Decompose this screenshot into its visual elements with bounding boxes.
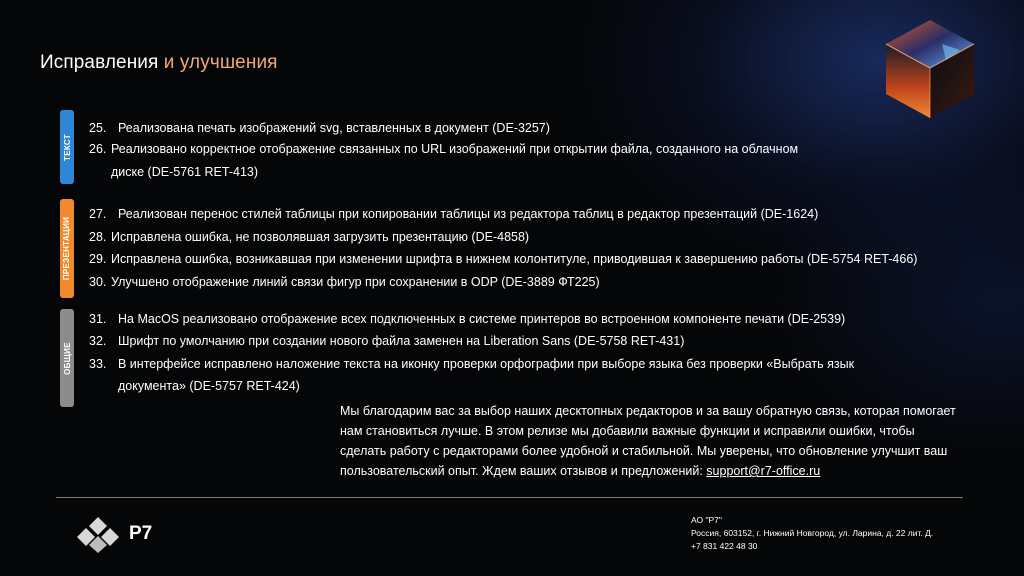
divider <box>56 497 963 498</box>
footer-address: Россия, 603152, г. Нижний Новгород, ул. Ларина, д. 22 лит. Д. <box>691 528 934 538</box>
item-number: 33. <box>89 357 107 371</box>
logo-text: Р7 <box>129 523 153 544</box>
footer-contacts <box>691 514 933 553</box>
support-email-link[interactable]: support@r7-office.ru <box>706 464 821 478</box>
list-item <box>89 330 684 352</box>
list-item <box>89 226 529 248</box>
list-item <box>89 271 600 293</box>
tab-general <box>60 309 74 407</box>
thanks-message <box>340 401 1020 481</box>
item-text: Реализовано корректное отображение связанных по URL изображений при открытии файла, созданного на облачном <box>111 142 799 156</box>
item-number: 25. <box>89 121 107 135</box>
item-text: Реализована печать изображений svg, вставленных в документ (DE-3257) <box>118 121 550 135</box>
list-item-continuation: диске (DE-5761 RET-413) <box>111 165 259 179</box>
footer-company: АО "Р7" <box>691 515 722 525</box>
title-word-2: и улучшения <box>163 52 278 73</box>
thanks-line: сделать работу с редакторами более удобной и стабильной. Мы уверены, что обновление улучшит ваш <box>340 444 948 458</box>
list-item <box>89 138 798 160</box>
thanks-line: нам становиться лучше. В этом релизе мы добавили важные функции и исправили ошибки, чтобы <box>340 424 915 438</box>
item-text: Исправлена ошибка, возникавшая при изменении шрифта в нижнем колонтитуле, приводившая к завершению работы (DE-5754 RET-466) <box>111 252 918 266</box>
item-text: Шрифт по умолчанию при создании нового файла заменен на Liberation Sans (DE-5758 RET-431) <box>118 334 685 348</box>
item-text: Реализован перенос стилей таблицы при копировании таблицы из редактора таблиц в редактор презентаций (DE-1624) <box>118 207 819 221</box>
list-item <box>89 203 818 225</box>
tab-general-label: ОБЩИЕ <box>62 341 72 375</box>
list-item <box>89 248 917 270</box>
slide-title <box>40 52 278 74</box>
list-item <box>89 353 854 375</box>
thanks-line: Мы благодарим вас за выбор наших десктопных редакторов и за вашу обратную связь, которая помогает <box>340 404 956 418</box>
item-number: 31. <box>89 312 107 326</box>
item-text: В интерфейсе исправлено наложение текста на иконку проверки орфографии при выборе языка без проверки «Выбрать язык <box>118 357 855 371</box>
list-item-continuation: документа» (DE-5757 RET-424) <box>118 379 300 393</box>
tab-text <box>60 110 74 184</box>
item-number: 32. <box>89 334 107 348</box>
item-number: 29. <box>89 252 107 266</box>
item-number: 27. <box>89 207 107 221</box>
title-word-1: Исправления <box>40 52 159 73</box>
list-item <box>89 308 845 330</box>
thanks-line <box>340 461 1020 481</box>
list-item <box>89 117 550 139</box>
item-text: Улучшено отображение линий связи фигур при сохранении в ODP (DE-3889 ФТ225) <box>111 275 600 289</box>
item-number: 26. <box>89 142 107 156</box>
item-text: Исправлена ошибка, не позволявшая загрузить презентацию (DE-4858) <box>111 230 530 244</box>
item-number: 30. <box>89 275 107 289</box>
item-text: На MacOS реализовано отображение всех подключенных в системе принтеров во встроенном компоненте печати (DE-2539) <box>118 312 846 326</box>
tab-text-label: ТЕКСТ <box>62 133 72 161</box>
r7-logo-icon <box>74 516 122 554</box>
thanks-line-text: пользовательский опыт. Ждем ваших отзывов и предложений: <box>340 464 707 478</box>
footer-phone: +7 831 422 48 30 <box>691 541 758 551</box>
tab-presentations-label: ПРЕЗЕНТАЦИИ <box>62 216 72 281</box>
item-number: 28. <box>89 230 107 244</box>
tab-presentations <box>60 199 74 298</box>
glass-cube-icon <box>880 14 980 124</box>
